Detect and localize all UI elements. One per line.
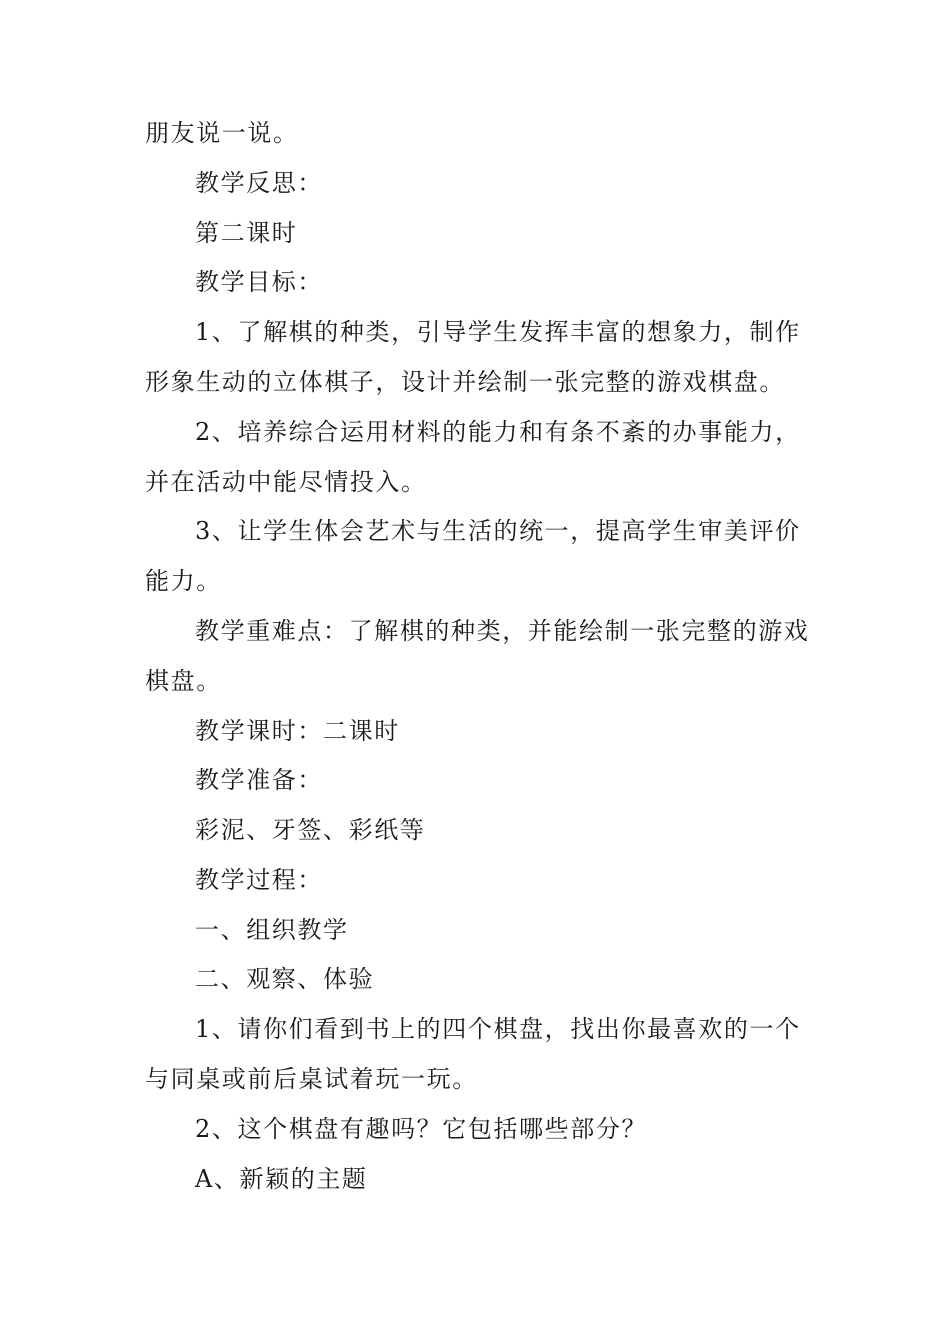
- text-line: 教学重难点：了解棋的种类，并能绘制一张完整的游戏: [195, 617, 810, 645]
- section-heading: 第二课时: [195, 219, 298, 247]
- text-line: 二、观察、体验: [195, 965, 375, 993]
- text-line: 与同桌或前后桌试着玩一玩。: [145, 1065, 478, 1093]
- text-line: 朋友说一说。: [145, 119, 299, 147]
- text-line: 1、请你们看到书上的四个棋盘，找出你最喜欢的一个: [195, 1015, 801, 1043]
- text-line: 棋盘。: [145, 667, 222, 695]
- text-line: 教学反思：: [195, 169, 323, 197]
- text-line: 能力。: [145, 567, 222, 595]
- text-line: A、新颖的主题: [195, 1165, 368, 1193]
- text-line: 一、组织教学: [195, 916, 349, 944]
- text-line: 教学课时：二课时: [195, 717, 400, 745]
- text-line: 3、让学生体会艺术与生活的统一，提高学生审美评价: [195, 517, 801, 545]
- text-line: 教学过程：: [195, 866, 323, 894]
- text-line: 教学目标：: [195, 268, 323, 296]
- text-line: 并在活动中能尽情投入。: [145, 468, 427, 496]
- text-line: 2、培养综合运用材料的能力和有条不紊的办事能力，: [195, 418, 801, 446]
- text-line: 彩泥、牙签、彩纸等: [195, 816, 426, 844]
- text-line: 2、这个棋盘有趣吗？它包括哪些部分？: [195, 1115, 648, 1143]
- text-line: 形象生动的立体棋子，设计并绘制一张完整的游戏棋盘。: [145, 368, 785, 396]
- text-line: 教学准备：: [195, 766, 323, 794]
- text-line: 1、了解棋的种类，引导学生发挥丰富的想象力，制作: [195, 318, 801, 346]
